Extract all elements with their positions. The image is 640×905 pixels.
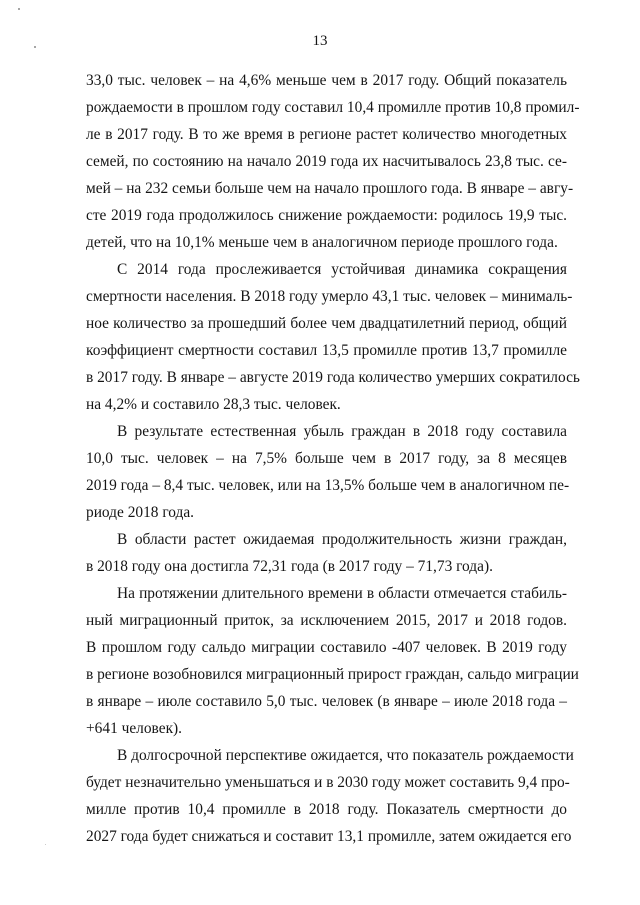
text-line: ле в 2017 году. В то же время в регионе растет количество многодетных — [86, 126, 567, 143]
text-line: +641 человек). — [86, 720, 183, 737]
scan-speck — [18, 8, 20, 10]
text-line: в январе – июле составило 5,0 тыс. человек (в январе – июле 2018 года – — [86, 693, 567, 710]
text-line: детей, что на 10,1% меньше чем в аналогичном периоде прошлого года. — [86, 234, 558, 251]
text-line: в 2017 году. В январе – августе 2019 года количество умерших сократилось — [86, 369, 580, 386]
text-line: на 4,2% и составило 28,3 тыс. человек. — [86, 396, 341, 413]
paragraph-first-line: В результате естественная убыль граждан в 2018 году составила — [117, 423, 567, 440]
paragraph-first-line: В долгосрочной перспективе ожидается, что показатель рождаемости — [117, 747, 574, 764]
text-line: коэффициент смертности составил 13,5 промилле против 13,7 промилле — [86, 342, 567, 359]
text-line: В прошлом году сальдо миграции составило -407 человек. В 2019 году — [86, 639, 567, 656]
text-line: риоде 2018 года. — [86, 504, 195, 521]
text-line: семей, по состоянию на начало 2019 года их насчитывалось 23,8 тыс. се- — [86, 153, 567, 170]
paragraph-first-line: На протяжении длительного времени в области отмечается стабиль- — [117, 585, 567, 602]
text-line: 2027 года будет снижаться и составит 13,1 промилле, затем ожидается его — [86, 828, 572, 845]
text-line: в 2018 году она достигла 72,31 года (в 2017 году – 71,73 года). — [86, 558, 493, 575]
scan-speck — [45, 844, 46, 845]
paragraph-first-line: В области растет ожидаемая продолжительность жизни граждан, — [117, 531, 567, 548]
text-line: 33,0 тыс. человек – на 4,6% меньше чем в 2017 году. Общий показатель — [86, 72, 567, 89]
text-line: сте 2019 года продолжилось снижение рождаемости: родилось 19,9 тыс. — [86, 207, 567, 224]
text-line: ное количество за прошедший более чем двадцатилетний период, общий — [86, 315, 567, 332]
text-line: милле против 10,4 промилле в 2018 году. Показатель смертности до — [86, 801, 567, 818]
paragraph-first-line: С 2014 года прослеживается устойчивая динамика сокращения — [117, 261, 567, 278]
page-number: 13 — [312, 33, 328, 49]
text-line: ный миграционный приток, за исключением 2015, 2017 и 2018 годов. — [86, 612, 567, 629]
text-line: мей – на 232 семьи больше чем на начало прошлого года. В январе – авгу- — [86, 180, 574, 197]
text-line: рождаемости в прошлом году составил 10,4 промилле против 10,8 промил- — [86, 99, 580, 116]
scan-speck — [34, 46, 36, 48]
text-line: в регионе возобновился миграционный прирост граждан, сальдо миграции — [86, 666, 579, 683]
text-line: смертности населения. В 2018 году умерло 43,1 тыс. человек – минималь- — [86, 288, 573, 305]
text-line: 2019 года – 8,4 тыс. человек, или на 13,5% больше чем в аналогичном пе- — [86, 477, 570, 494]
text-line: будет незначительно уменьшаться и в 2030 году может составить 9,4 про- — [86, 774, 570, 791]
text-line: 10,0 тыс. человек – на 7,5% больше чем в 2017 году, за 8 месяцев — [86, 450, 567, 467]
